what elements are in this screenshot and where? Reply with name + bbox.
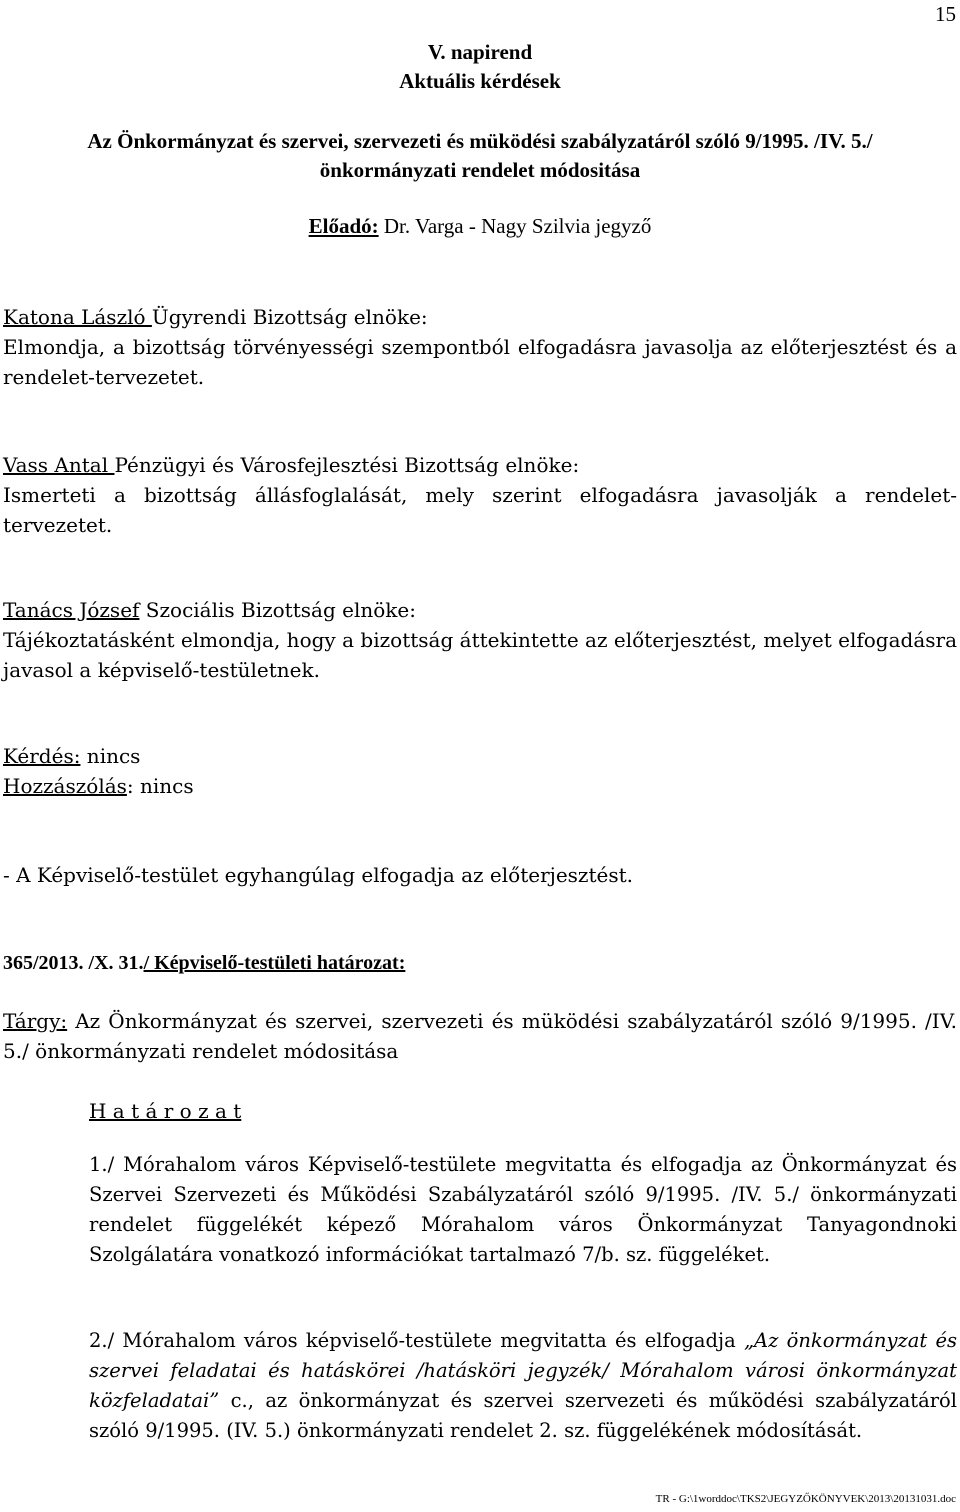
speaker-block-2 bbox=[3, 450, 957, 540]
subject-label: Tárgy: bbox=[3, 1009, 68, 1033]
item2-italic-title: „Az önkormányzat és szervei feladatai és hatáskörei /hatásköri jegyzék/ Mórahalom városi önkormányzat közfeladatai” bbox=[89, 1329, 957, 1412]
speaker-name: Katona László bbox=[3, 305, 152, 329]
comments-value: : nincs bbox=[126, 774, 194, 798]
speaker-role: Szociális Bizottság elnöke: bbox=[139, 598, 416, 622]
resolution-number-plain: 365/2013. /X. 31. bbox=[3, 952, 144, 974]
item2-tail: c., az önkormányzat és szervei szervezeti és működési szabályzatáról szóló 9/1995. (IV. 5.) önkormányzati rendelet 2. sz. függelékének módosítását. bbox=[89, 1389, 957, 1442]
speaker-text: Elmondja, a bizottság törvényességi szempontból elfogadásra javasolja az előterjesztést és a rendelet-tervezetet. bbox=[3, 335, 957, 389]
speaker-block-3 bbox=[3, 595, 957, 685]
resolution-heading: H a t á r o z a t bbox=[89, 1099, 242, 1123]
resolution-number-underlined: / Képviselő-testületi határozat: bbox=[143, 952, 406, 974]
subject-text: Az Önkormányzat és szervei, szervezeti és müködési szabályzatáról szóló 9/1995. /IV. 5./ önkormányzati rendelet módositása bbox=[3, 1009, 957, 1063]
presenter-name: Dr. Varga - Nagy Szilvia jegyző bbox=[378, 214, 652, 238]
footer-file-path: TR - G:\1worddoc\TKS2\JEGYZŐKÖNYVEK\2013\20131031.doc bbox=[655, 1493, 956, 1505]
presenter-line bbox=[0, 214, 960, 239]
resolution-number bbox=[3, 948, 957, 978]
resolution-item-1: 1./ Mórahalom város Képviselő-testülete megvitatta és elfogadja az Önkormányzat és Szervei Szervezeti és Működési Szabályzatáról szóló 9/1995. /IV. 5./ önkormányzati rendelet függelékét képező Mórahalom város Önkormányzat Tanyagondnoki Szolgálatára vonatkozó információkat tartalmazó 7/b. sz. függeléket. bbox=[89, 1153, 957, 1266]
agenda-number: V. napirend bbox=[427, 40, 533, 64]
decision-text: - A Képviselő-testület egyhangúlag elfogadja az előterjesztést. bbox=[3, 863, 633, 887]
questions-value: nincs bbox=[80, 744, 141, 768]
item-title-line1: Az Önkormányzat és szervei, szervezeti és müködési szabályzatáról szóló 9/1995. /IV. 5./ bbox=[87, 129, 873, 153]
speaker-name: Vass Antal bbox=[3, 453, 115, 477]
questions-label: Kérdés: bbox=[3, 744, 81, 768]
item2-lead: 2./ Mórahalom város képviselő-testülete megvitatta és elfogadja bbox=[89, 1329, 744, 1352]
resolution-subject bbox=[3, 1006, 957, 1066]
speaker-block-1 bbox=[3, 302, 957, 392]
speaker-text: Ismerteti a bizottság állásfoglalását, mely szerint elfogadásra javasolják a rendelet-tervezetet. bbox=[3, 483, 957, 537]
speaker-name: Tanács József bbox=[3, 598, 140, 622]
item-title-line2: önkormányzati rendelet módositása bbox=[319, 158, 641, 182]
presenter-label: Előadó: bbox=[308, 214, 379, 238]
agenda-title: Aktuális kérdések bbox=[399, 69, 561, 93]
speaker-role: Ügyrendi Bizottság elnöke: bbox=[151, 305, 428, 329]
page-number: 15 bbox=[935, 2, 956, 26]
speaker-text: Tájékoztatásként elmondja, hogy a bizottság áttekintette az előterjesztést, melyet elfogadásra javasol a képviselő-testületnek. bbox=[3, 628, 957, 682]
resolution-item-2 bbox=[89, 1326, 957, 1446]
questions-block bbox=[3, 741, 957, 801]
speaker-role: Pénzügyi és Városfejlesztési Bizottság elnöke: bbox=[114, 453, 580, 477]
comments-label: Hozzászólás bbox=[3, 774, 127, 798]
